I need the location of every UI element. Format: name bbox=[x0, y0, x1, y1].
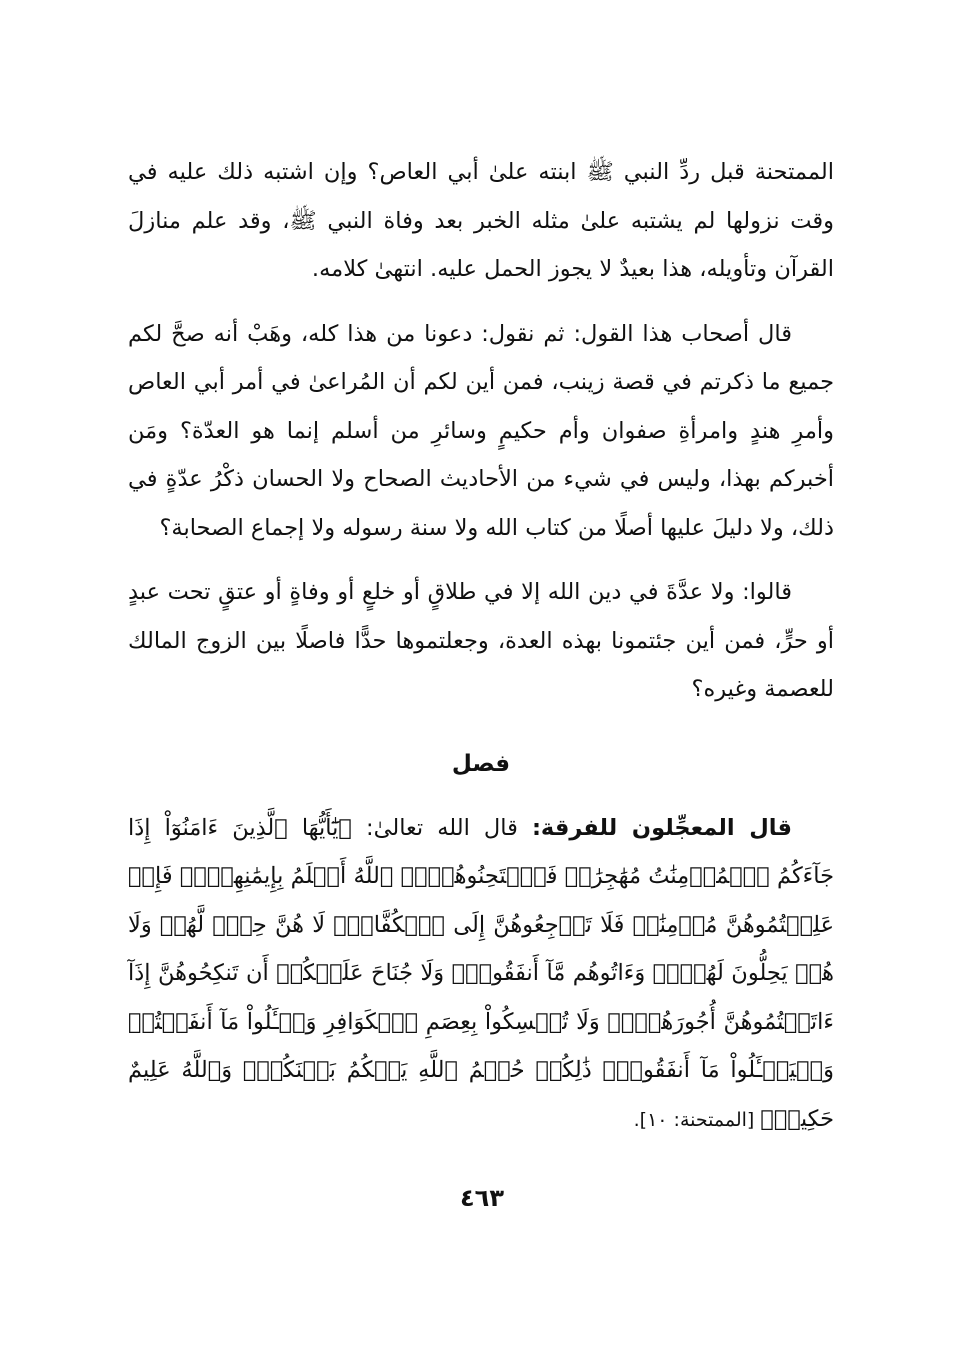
paragraph-gap bbox=[128, 294, 834, 310]
paragraph-gap bbox=[128, 552, 834, 568]
quran-verse: ﴿يَٰٓأَيُّهَا ٱلَّذِينَ ءَامَنُوٓاْ إِذَا جَآءَكُمُ ٱلۡمُؤۡمِنَٰتُ مُهَٰجِرَٰتٖ فَٱمۡتَحِنُوهُنَّۖ ٱللَّهُ أَعۡلَمُ بِإِيمَٰنِهِنَّۖ فَإِنۡ عَلِمۡتُمُوهُنَّ مُؤۡمِنَٰتٖ فَلَا تَرۡجِعُوهُنَّ إِلَى ٱلۡكُفَّارِۖ لَا هُنَّ حِلّٞ لَّهُمۡ وَلَا هُمۡ يَحِلُّونَ لَهُنَّۖ وَءَاتُوهُم مَّآ أَنفَقُواْۚ وَلَا جُنَاحَ عَلَيۡكُمۡ أَن تَنكِحُوهُنَّ إِذَآ ءَاتَيۡتُمُوهُنَّ أُجُورَهُنَّۚ وَلَا تُمۡسِكُواْ بِعِصَمِ ٱلۡكَوَافِرِ وَسۡـَٔلُواْ مَآ أَنفَقۡتُمۡ وَلۡيَسۡـَٔلُواْ مَآ أَنفَقُواْۚ ذَٰلِكُمۡ حُكۡمُ ٱللَّهِ يَحۡكُمُ بَيۡنَكُمۡۖ وَٱللَّهُ عَلِيمٌ حَكِيمٞ﴾ bbox=[128, 814, 834, 1132]
page-body bbox=[128, 148, 834, 1144]
section-heading: فصل bbox=[451, 750, 511, 777]
paragraph-3: قالوا: ولا عدَّةَ في دين الله إلا في طلاقٍ أو خلعٍ أو وفاةٍ أو عتقٍ تحت عبدٍ أو حرٍّ، فمن أين جئتمونا بهذه العدة، وجعلتموها حدًّا فاصلًا بين الزوج المالك للعصمة وغيره؟ bbox=[128, 579, 834, 702]
verse-reference: [الممتحنة: ١٠]. bbox=[633, 1108, 761, 1131]
section-intro: قال الله تعالىٰ: bbox=[351, 814, 532, 841]
page-number: ٤٦٣ bbox=[460, 1184, 504, 1212]
section-lead: قال المعجِّلون للفرقة: bbox=[531, 814, 792, 841]
paragraph-2: قال أصحاب هذا القول: ثم نقول: دعونا من هذا كله، وهَبْ أنه صحَّ لكم جميع ما ذكرتم في قصة زينب، فمن أين لكم أن المُراعىٰ في أمر أبي العاص وأمرِ هندٍ وامرأةِ صفوان وأم حكيمٍ وسائرِ من أسلم إنما هو العدّة؟ ومَن أخبركم بهذا، وليس في شيء من الأحاديث الصحاح ولا الحسان ذكْرُ عدّةٍ في ذلك، ولا دليلَ عليها أصلًا من كتاب الله ولا سنة رسوله ولا إجماع الصحابة؟ bbox=[128, 320, 834, 541]
paragraph-1: الممتحنة قبل ردِّ النبي ﷺ ابنته علىٰ أبي العاص؟ وإن اشتبه ذلك عليه في وقت نزولها لم يشتبه علىٰ مثله الخبر بعد وفاة النبي ﷺ، وقد علم منازلَ القرآن وتأويله، هذا بعيدٌ لا يجوز الحمل عليه. انتهىٰ كلامه. bbox=[128, 159, 834, 282]
section-paragraph bbox=[128, 804, 834, 1145]
